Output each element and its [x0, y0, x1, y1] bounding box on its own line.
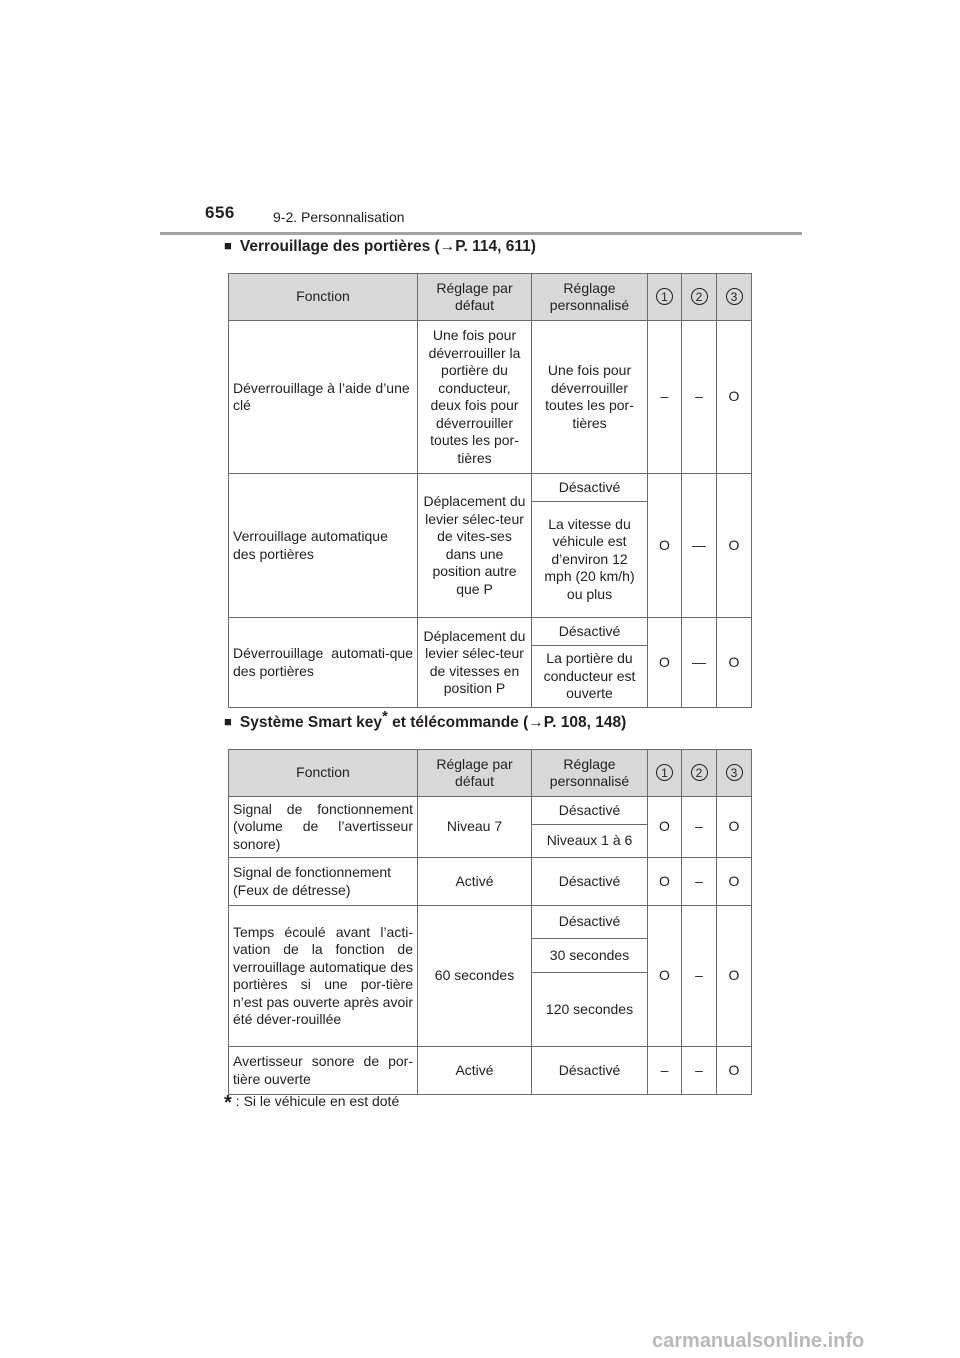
circled-1-icon: 1 [656, 288, 673, 305]
custom-cell: Désactivé [532, 906, 648, 939]
header-col-3 [717, 274, 752, 321]
custom-cell: Niveaux 1 à 6 [532, 825, 648, 858]
header-custom: Réglage personnalisé [532, 750, 648, 797]
col3-cell: O [717, 474, 752, 618]
header-divider [160, 232, 802, 235]
header-function: Fonction [229, 750, 418, 797]
function-cell: Signal de fonctionnement (Feux de détresse) [229, 858, 418, 906]
col2-cell: – [682, 858, 717, 906]
default-cell: 60 secondes [418, 906, 532, 1047]
default-cell: Déplacement du levier sélec-teur de vitesses en position P [418, 618, 532, 708]
table-header-row [229, 750, 752, 797]
custom-cell: Désactivé [532, 618, 648, 646]
custom-cell: Désactivé [532, 797, 648, 825]
footnote-star: * [382, 707, 388, 725]
function-cell: Temps écoulé avant l’acti-vation de la fonction de verrouillage automatique des portières si une por-tière n’est pas ouverte après avoir été déver-rouillée [229, 906, 418, 1047]
col1-cell: O [648, 474, 682, 618]
header-col-2 [682, 750, 717, 797]
col3-cell: O [717, 797, 752, 858]
smart-key-heading-text: Système Smart key [239, 714, 383, 731]
smart-key-table [228, 749, 752, 1095]
header-default: Réglage par défaut [418, 750, 532, 797]
circled-3-icon: 3 [726, 288, 743, 305]
default-cell: Une fois pour déverrouiller la portière du conducteur, deux fois pour déverrouiller toutes les por-tières [418, 321, 532, 474]
header-col-2 [682, 274, 717, 321]
table-row [229, 906, 752, 939]
function-cell: Verrouillage automatique des portières [229, 474, 418, 618]
header-col-1 [648, 274, 682, 321]
custom-cell: Une fois pour déverrouiller toutes les por-tières [532, 321, 648, 474]
table-row [229, 474, 752, 502]
custom-cell: La portière du conducteur est ouverte [532, 646, 648, 708]
col1-cell: O [648, 797, 682, 858]
custom-cell: 120 secondes [532, 973, 648, 1047]
header-col-3 [717, 750, 752, 797]
function-cell: Déverrouillage à l’aide d’une clé [229, 321, 418, 474]
section-title: 9-2. Personnalisation [273, 209, 405, 225]
custom-cell: Désactivé [532, 1047, 648, 1095]
col1-cell: – [648, 1047, 682, 1095]
function-cell: Signal de fonctionnement (volume de l’avertisseur sonore) [229, 797, 418, 858]
page-number: 656 [205, 203, 235, 222]
watermark: carmanualsonline.info [652, 1330, 865, 1352]
col1-cell: – [648, 321, 682, 474]
table-row [229, 858, 752, 906]
circled-2-icon: 2 [691, 288, 708, 305]
custom-cell: 30 secondes [532, 939, 648, 973]
custom-cell: La vitesse du véhicule est d’environ 12 mph (20 km/h) ou plus [532, 502, 648, 618]
default-cell: Niveau 7 [418, 797, 532, 858]
door-lock-table [228, 273, 752, 708]
table-row [229, 618, 752, 646]
col2-cell: – [682, 906, 717, 1047]
col1-cell: O [648, 618, 682, 708]
table-row [229, 1047, 752, 1095]
col3-cell: O [717, 618, 752, 708]
function-cell: Déverrouillage automati-que des portières [229, 618, 418, 708]
circled-3-icon: 3 [726, 764, 743, 781]
header-col-1 [648, 750, 682, 797]
col2-cell: — [682, 474, 717, 618]
custom-cell: Désactivé [532, 858, 648, 906]
col2-cell: — [682, 618, 717, 708]
col3-cell: O [717, 858, 752, 906]
default-cell: Activé [418, 858, 532, 906]
custom-cell: Désactivé [532, 474, 648, 502]
circled-1-icon: 1 [656, 764, 673, 781]
default-cell: Déplacement du levier sélec-teur de vites-ses dans une position autre que P [418, 474, 532, 618]
square-bullet-icon: ■ [224, 238, 232, 253]
footnote-star-icon: * [224, 1092, 232, 1114]
header-function: Fonction [229, 274, 418, 321]
door-lock-heading-text: Verrouillage des portières (→P. 114, 611) [239, 238, 536, 255]
default-cell: Activé [418, 1047, 532, 1095]
table-header-row [229, 274, 752, 321]
col3-cell: O [717, 1047, 752, 1095]
col2-cell: – [682, 1047, 717, 1095]
header-custom: Réglage personnalisé [532, 274, 648, 321]
col1-cell: O [648, 906, 682, 1047]
footnote [224, 1092, 399, 1115]
door-lock-heading [224, 238, 536, 256]
col3-cell: O [717, 321, 752, 474]
smart-key-heading [224, 707, 627, 732]
col1-cell: O [648, 858, 682, 906]
col2-cell: – [682, 797, 717, 858]
col2-cell: – [682, 321, 717, 474]
footnote-text: : Si le véhicule en est doté [235, 1093, 400, 1109]
header-default: Réglage par défaut [418, 274, 532, 321]
col3-cell: O [717, 906, 752, 1047]
function-cell: Avertisseur sonore de por-tière ouverte [229, 1047, 418, 1095]
table-row [229, 797, 752, 825]
smart-key-heading-text-2: et télécommande (→P. 108, 148) [387, 714, 627, 731]
table-row [229, 321, 752, 474]
square-bullet-icon: ■ [224, 714, 232, 729]
circled-2-icon: 2 [691, 764, 708, 781]
